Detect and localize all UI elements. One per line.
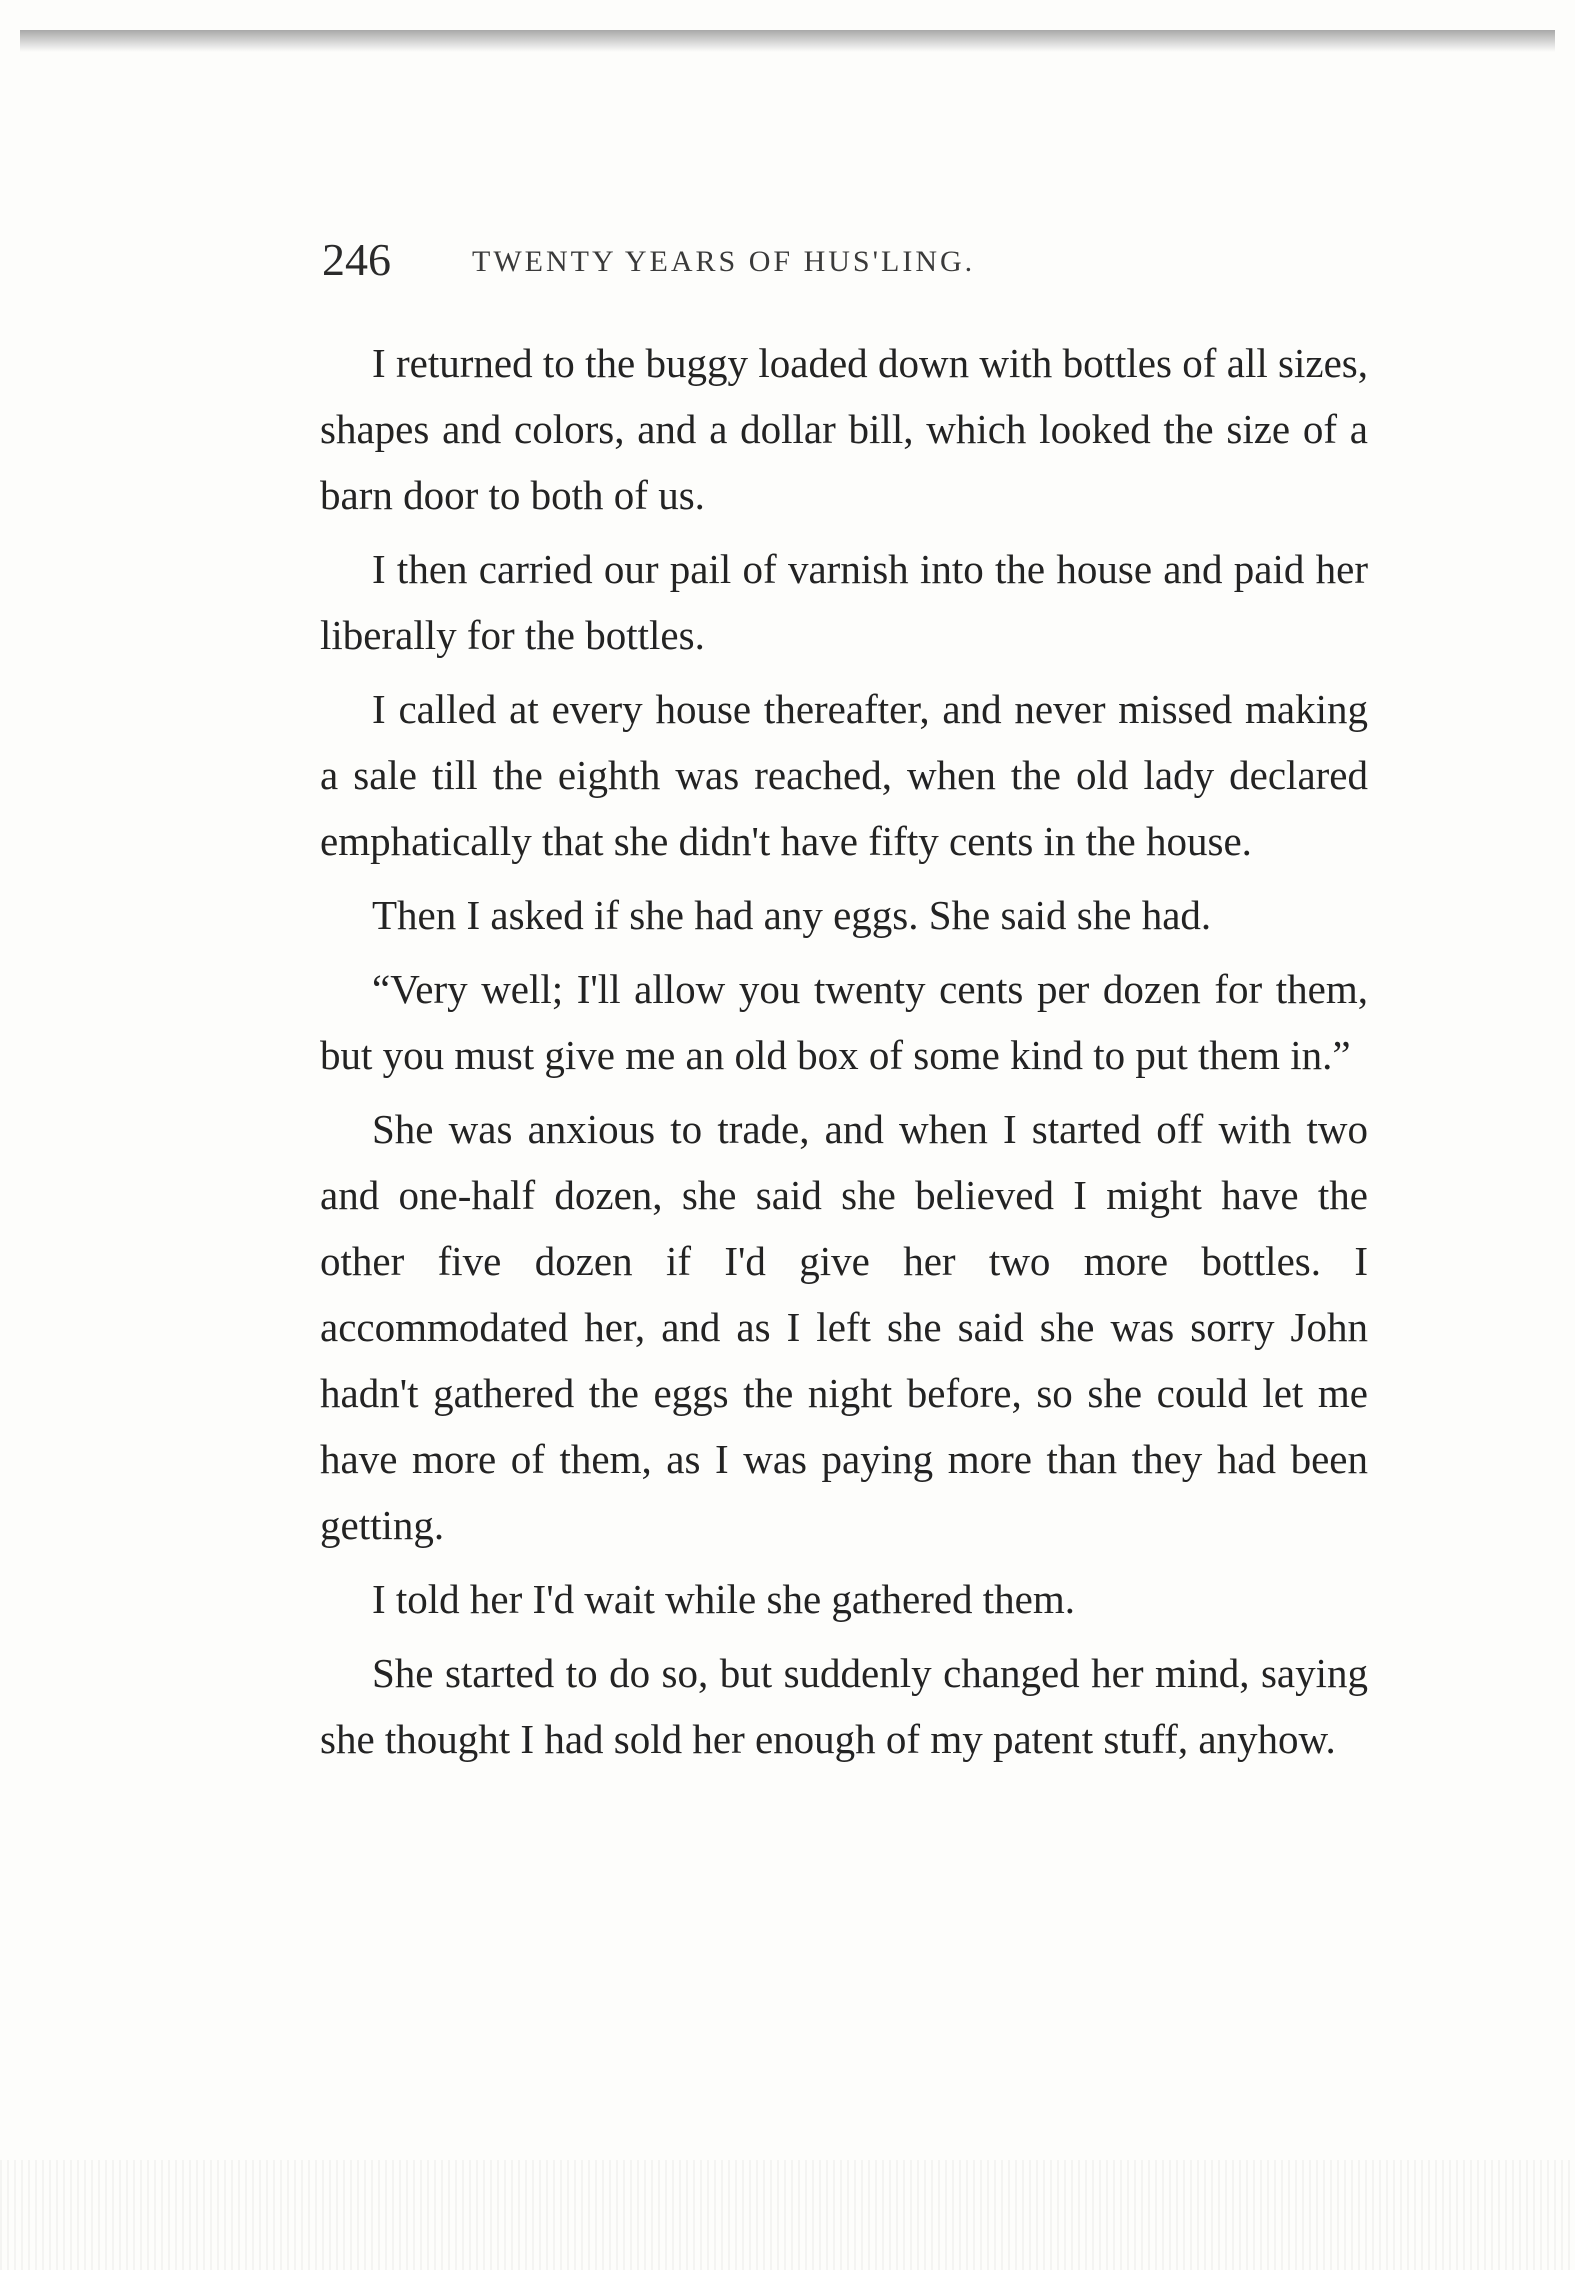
running-head	[322, 232, 1372, 292]
paragraph: I then carried our pail of varnish into the house and paid her liberally for the bottles.	[320, 546, 1368, 658]
paragraph: I called at every house thereafter, and never missed making a sale till the eighth was reached, when the old lady declared emphatically that she didn't have fifty cents in the house.	[320, 686, 1368, 864]
paragraph: I returned to the buggy loaded down with bottles of all sizes, shapes and colors, and a dollar bill, which looked the size of a barn door to both of us.	[320, 340, 1368, 518]
body-text	[320, 330, 1368, 1780]
scan-edge-shadow	[20, 30, 1555, 52]
page-number: 246	[322, 234, 391, 285]
scan-noise	[0, 2160, 1575, 2270]
running-title: TWENTY YEARS OF HUS'LING.	[472, 245, 976, 278]
paragraph: “Very well; I'll allow you twenty cents per dozen for them, but you must give me an old box of some kind to put them in.”	[320, 966, 1368, 1078]
paragraph: I told her I'd wait while she gathered them.	[372, 1576, 1076, 1622]
paragraph: She started to do so, but suddenly changed her mind, saying she thought I had sold her enough of my patent stuff, anyhow.	[320, 1650, 1368, 1762]
paragraph: Then I asked if she had any eggs. She said she had.	[372, 892, 1212, 938]
paragraph: She was anxious to trade, and when I started off with two and one-half dozen, she said she believed I might have the other five dozen if I'd give her two more bottles. I accommodated her, and as I left she said she was sorry John hadn't gathered the eggs the night before, so she could let me have more of them, as I was paying more than they had been getting.	[320, 1106, 1368, 1548]
